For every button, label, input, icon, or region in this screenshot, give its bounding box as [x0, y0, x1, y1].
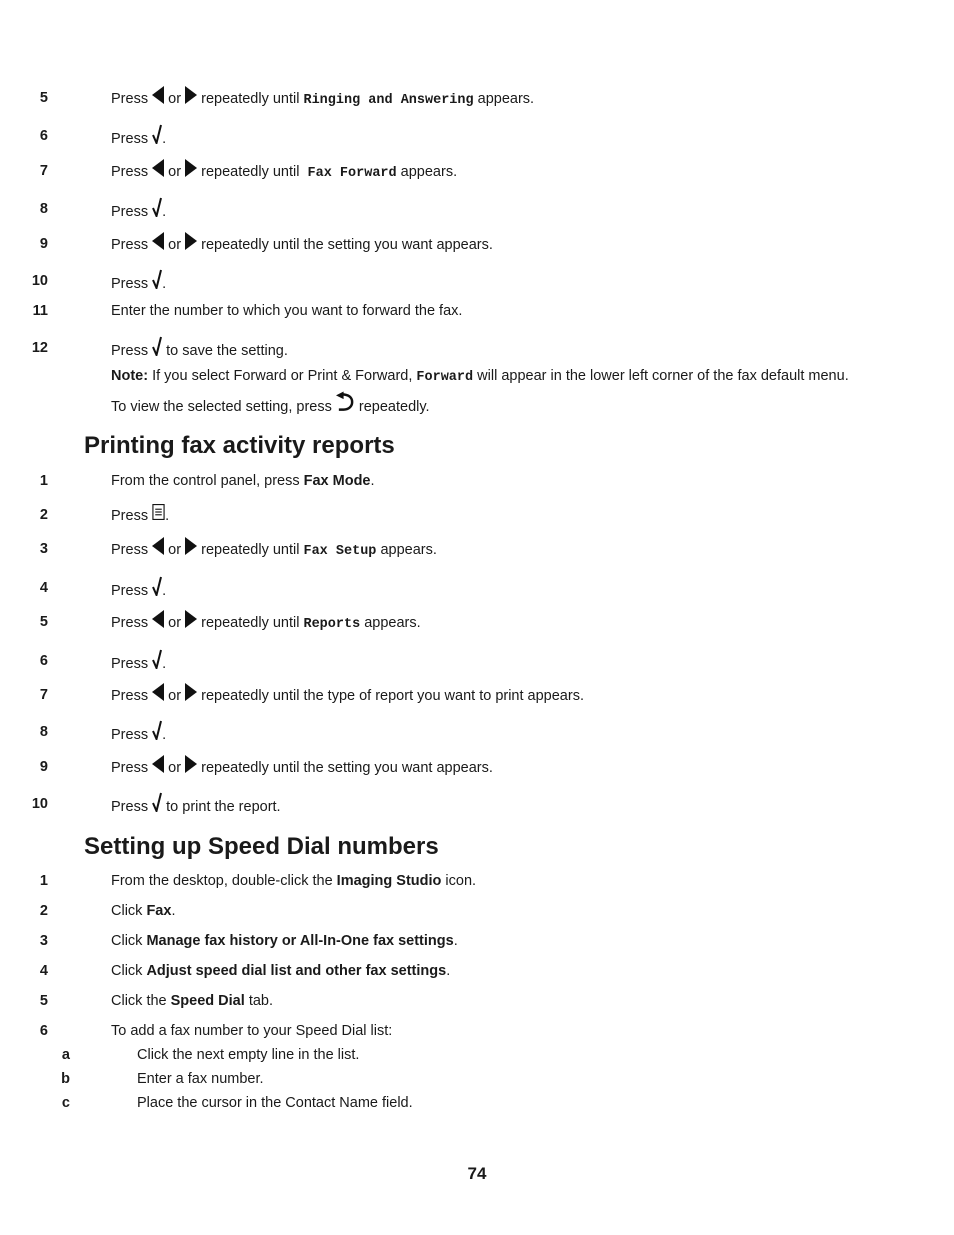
- substep-c: c Place the cursor in the Contact Name field.: [61, 1095, 413, 1111]
- check-icon: [152, 792, 162, 812]
- note-line-2: To view the selected setting, press repeatedly.: [111, 391, 901, 415]
- menu-option: Reports: [303, 617, 361, 632]
- back-icon: [336, 391, 355, 413]
- left-arrow-icon: [152, 159, 164, 177]
- left-arrow-icon: [152, 86, 164, 104]
- left-arrow-icon: [152, 610, 164, 628]
- step-3-manage-fax-history: 3 Click Manage fax history or All-In-One fax settings.: [39, 933, 458, 949]
- check-icon: [152, 576, 162, 596]
- right-arrow-icon: [185, 159, 197, 177]
- right-arrow-icon: [185, 610, 197, 628]
- note-label: Note:: [111, 368, 149, 384]
- step-12-save-setting: 12 Press to save the setting.: [0, 336, 900, 360]
- step-10-print-report: 10 Press to print the report.: [0, 792, 900, 816]
- substep-b: b Enter a fax number.: [61, 1071, 264, 1087]
- step-8-press-check: 8 Press .: [0, 197, 900, 221]
- step-1-imaging-studio: 1 From the desktop, double-click the Imaging Studio icon.: [39, 873, 477, 889]
- menu-icon: [152, 503, 165, 521]
- right-arrow-icon: [185, 755, 197, 773]
- step-3-fax-setup: 3 Press or repeatedly until Fax Setup appears.: [0, 537, 900, 561]
- check-icon: [152, 269, 162, 289]
- step-6-press-check: 6 Press .: [0, 124, 900, 148]
- right-arrow-icon: [185, 86, 197, 104]
- step-6-press-check: 6 Press .: [0, 649, 900, 673]
- page-number: 74: [467, 1164, 487, 1183]
- menu-option: Fax Forward: [307, 166, 397, 181]
- step-7-report-type: 7 Press or repeatedly until the type of report you want to print appears.: [0, 683, 900, 707]
- step-7-fax-forward: 7 Press or repeatedly until Fax Forward appears.: [0, 159, 900, 183]
- check-icon: [152, 336, 162, 356]
- step-9-select-setting: 9 Press or repeatedly until the setting you want appears.: [0, 232, 900, 256]
- check-icon: [152, 197, 162, 217]
- section-heading-reports: Printing fax activity reports: [84, 432, 395, 459]
- step-2-press-menu: 2 Press .: [0, 503, 900, 527]
- section-heading-speed-dial: Setting up Speed Dial numbers: [84, 833, 439, 860]
- step-9-select-setting: 9 Press or repeatedly until the setting you want appears.: [0, 755, 900, 779]
- step-10-press-check: 10 Press .: [0, 269, 900, 293]
- step-1-fax-mode: 1 From the control panel, press Fax Mode.: [39, 473, 375, 489]
- step-11-enter-number: 11 Enter the number to which you want to forward the fax.: [32, 303, 463, 319]
- check-icon: [152, 720, 162, 740]
- step-4-adjust-speed-dial: 4 Click Adjust speed dial list and other fax settings.: [39, 963, 451, 979]
- left-arrow-icon: [152, 755, 164, 773]
- right-arrow-icon: [185, 537, 197, 555]
- left-arrow-icon: [152, 232, 164, 250]
- step-4-press-check: 4 Press .: [0, 576, 900, 600]
- step-8-press-check: 8 Press .: [0, 720, 900, 744]
- step-2-click-fax: 2 Click Fax.: [39, 903, 176, 919]
- check-icon: [152, 649, 162, 669]
- menu-option: Ringing and Answering: [303, 93, 474, 108]
- note-line-1: Note: If you select Forward or Print & Forward, Forward will appear in the lower left corner of the fax default menu.: [111, 368, 849, 385]
- left-arrow-icon: [152, 683, 164, 701]
- check-icon: [152, 124, 162, 144]
- left-arrow-icon: [152, 537, 164, 555]
- right-arrow-icon: [185, 683, 197, 701]
- menu-option: Fax Setup: [303, 544, 377, 559]
- substep-a: a Click the next empty line in the list.: [61, 1047, 360, 1063]
- step-6-add-fax-number: 6 To add a fax number to your Speed Dial list:: [39, 1023, 393, 1039]
- step-5-reports: 5 Press or repeatedly until Reports appears.: [0, 610, 900, 634]
- menu-option: Forward: [416, 370, 474, 385]
- step-5-speed-dial-tab: 5 Click the Speed Dial tab.: [39, 993, 273, 1009]
- step-5-ringing-and-answering: 5 Press or repeatedly until Ringing and Answering appears.: [0, 86, 900, 110]
- right-arrow-icon: [185, 232, 197, 250]
